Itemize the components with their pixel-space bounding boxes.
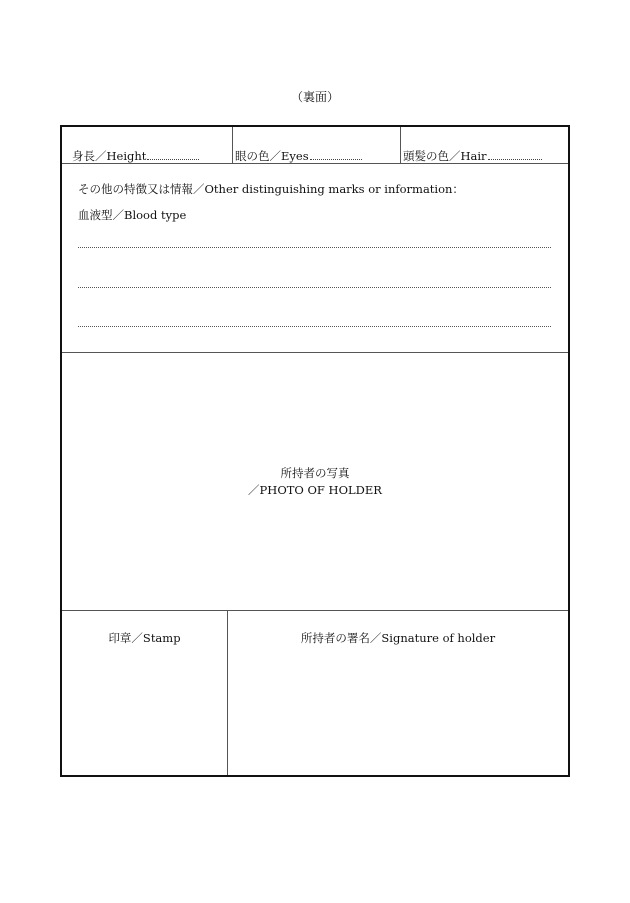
page-heading: （裏面） bbox=[290, 90, 339, 104]
physical-features-row bbox=[62, 127, 568, 164]
hair-blank bbox=[488, 147, 542, 160]
signature-cell bbox=[228, 611, 568, 775]
passport-back-form bbox=[60, 125, 570, 777]
photo-section bbox=[62, 353, 568, 611]
signature-label: 所持者の署名／Signature of holder bbox=[300, 631, 496, 645]
eyes-cell bbox=[232, 127, 401, 163]
eyes-label: 眼の色／Eyes bbox=[235, 149, 309, 163]
stamp-label: 印章／Stamp bbox=[108, 631, 181, 645]
info-dotted-line-1 bbox=[78, 247, 551, 248]
photo-caption-jp: 所持者の写真 bbox=[280, 466, 350, 480]
hair-label: 頭髪の色／Hair bbox=[403, 149, 487, 163]
photo-caption-en: ／PHOTO OF HOLDER bbox=[248, 483, 382, 497]
hair-cell bbox=[400, 127, 568, 163]
other-marks-label: その他の特徴又は情報／Other distinguishing marks or information： bbox=[78, 182, 464, 196]
info-dotted-line-3 bbox=[78, 326, 551, 327]
stamp-cell bbox=[62, 611, 228, 775]
photo-caption bbox=[62, 465, 568, 499]
height-blank bbox=[147, 147, 199, 160]
blood-type-label: 血液型／Blood type bbox=[78, 208, 187, 222]
other-information-section bbox=[62, 164, 568, 353]
info-dotted-line-2 bbox=[78, 287, 551, 288]
height-label: 身長／Height bbox=[72, 149, 147, 163]
eyes-blank bbox=[310, 147, 362, 160]
height-cell bbox=[62, 127, 233, 163]
stamp-signature-row bbox=[62, 611, 568, 775]
